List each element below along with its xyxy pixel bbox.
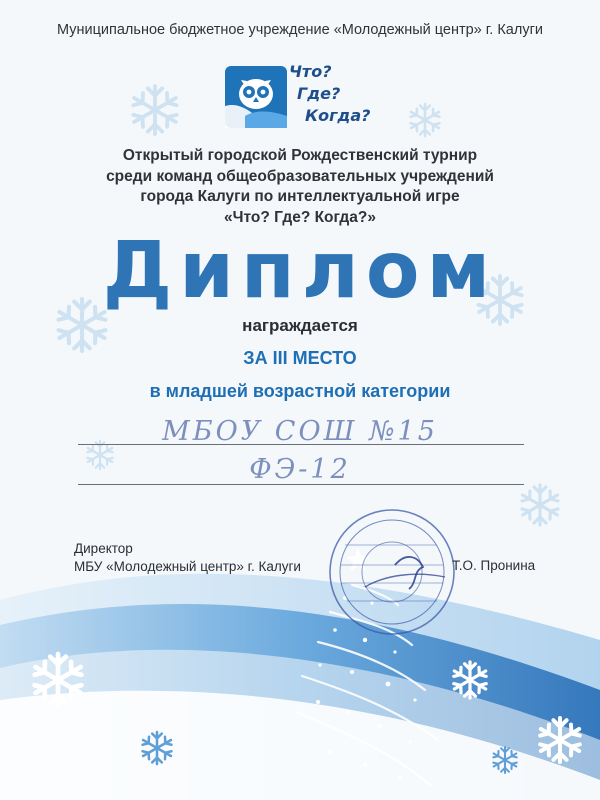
recipient-team-line [78,484,524,485]
tournament-line: Открытый городской Рождественский турнир [122,147,478,164]
organization-header: Муниципальное бюджетное учреждение «Молодежный центр» г. Калуги [57,22,543,38]
snowflake-icon [411,104,440,136]
director-organization: МБУ «Молодежный центр» г. Калуги [74,559,301,574]
recipient-team: ФЭ-12 [249,454,351,485]
official-seal-icon [325,505,460,640]
tournament-line: «Что? Где? Когда?» [224,208,376,226]
logo-text-when: Когда? [305,106,371,125]
signatory-name: Т.О. Пронина [452,558,536,573]
director-title: Директор [74,541,133,556]
logo [225,62,385,132]
tournament-description [0,146,600,228]
tournament-line: города Калуги по интеллектуальной игре [140,188,460,205]
logo-text-where: Где? [297,84,341,103]
owl-icon [225,66,287,128]
recipient-school: МБОУ СОШ №15 [162,416,438,447]
snowflake-icon [133,86,176,134]
snowflake-icon [87,441,112,469]
place-label: ЗА III МЕСТО [243,348,357,368]
recipient-school-line [78,444,524,445]
snowflake-icon [522,485,558,525]
director-block [74,540,301,576]
logo-text-what: Что? [289,62,332,81]
category-label: в младшей возрастной категории [149,381,451,401]
diploma-title: Диплом [102,226,498,316]
tournament-line: среди команд общеобразовательных учреждений [106,167,494,185]
awarded-label: награждается [242,316,358,335]
